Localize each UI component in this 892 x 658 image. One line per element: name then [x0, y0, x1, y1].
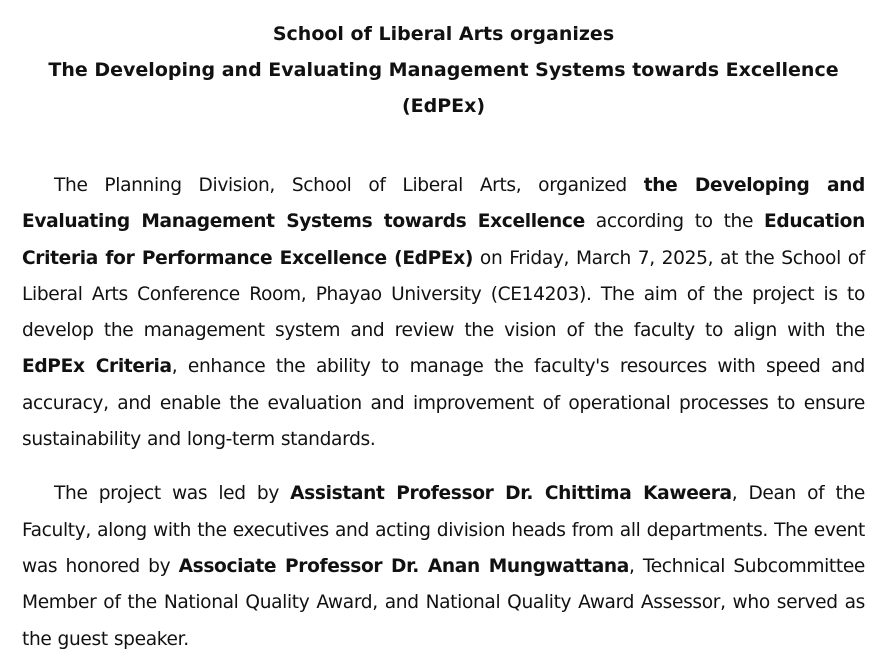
- title-line-2: The Developing and Evaluating Management Systems towards Excellence (EdPEx): [48, 59, 839, 117]
- p1-bold-event-name: the Developing and Evaluating Management Systems towards Excellence: [22, 175, 865, 233]
- p2-bold-speaker-name: Associate Professor Dr. Anan Mungwattana: [178, 555, 629, 577]
- p1-text-1: The Planning Division, School of Liberal Arts, organized: [54, 175, 644, 196]
- p2-text-1: The project was led by: [54, 483, 291, 505]
- title-line-1: School of Liberal Arts organizes: [272, 23, 615, 45]
- p2-bold-dean-name: Assistant Professor Dr. Chittima Kaweera: [290, 483, 732, 505]
- p1-text-4: , enhance the ability to manage the faculty's resources with speed and accuracy, and enable the evaluation and improvement of operational processes to ensure sustainability and long-term standards.: [22, 356, 865, 451]
- paragraph-1: [22, 168, 865, 458]
- p1-bold-edpex-criteria: EdPEx Criteria: [22, 356, 172, 378]
- p2-text-3: , Technical Subcommittee Member of the National Quality Award, and National Quality Award Assessor, who served as the guest speaker.: [22, 555, 865, 650]
- p1-bold-criteria-name: Education Criteria for Performance Excellence (EdPEx): [22, 211, 865, 269]
- p1-text-3: on Friday, March 7, 2025, at the School of Liberal Arts Conference Room, Phayao University (CE14203). The aim of the project is to develop the management system and review the vision of the faculty to align with the: [22, 247, 865, 342]
- p1-text-2: according to the: [584, 211, 765, 233]
- title-block: [22, 0, 865, 124]
- p2-text-2: , Dean of the Faculty, along with the executives and acting division heads from all departments. The event was honored by: [22, 483, 866, 577]
